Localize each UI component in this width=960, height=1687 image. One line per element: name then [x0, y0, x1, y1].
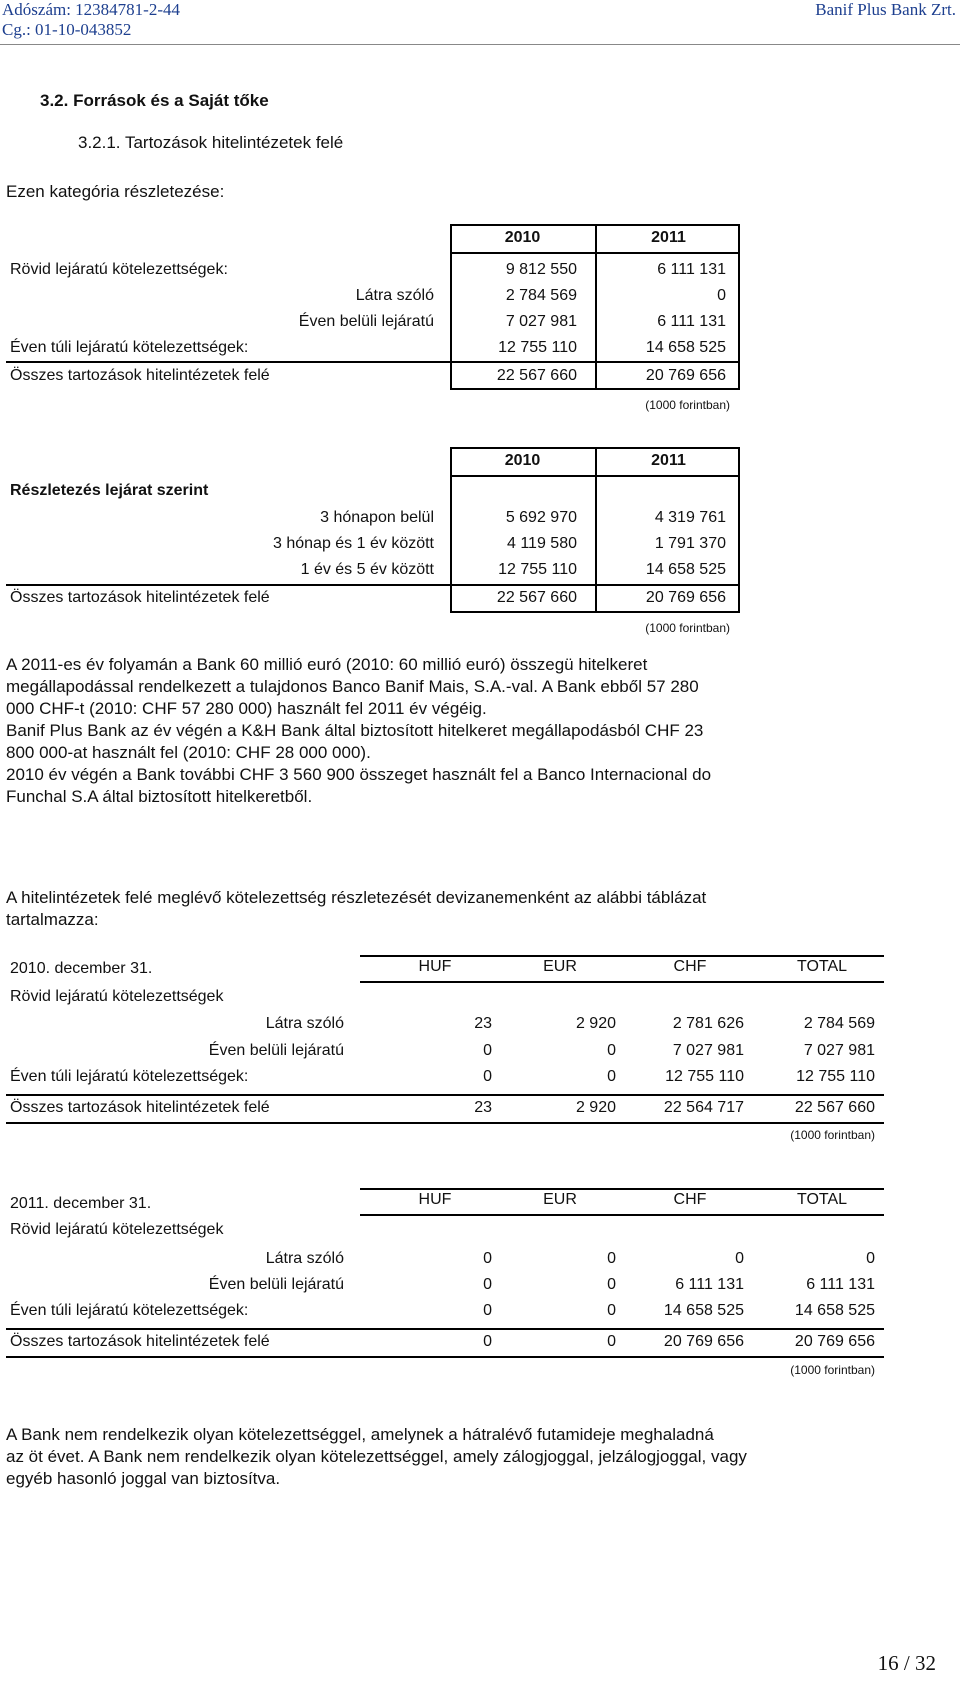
table4-cell: 6 111 131 — [675, 1276, 744, 1293]
table2-total-line — [6, 584, 740, 586]
table3-total-cell: 23 — [474, 1099, 492, 1116]
table3-cell: 2 781 626 — [672, 1015, 744, 1032]
table1-year-2011: 2011 — [651, 229, 686, 246]
table4-cell: 14 658 525 — [663, 1302, 744, 1319]
table2-total-label: Összes tartozások hitelintézetek felé — [10, 589, 270, 606]
table4-cell: 0 — [607, 1250, 616, 1267]
table4-col-eur: EUR — [543, 1191, 577, 1208]
table4-cell: 0 — [483, 1276, 492, 1293]
table3-unit-note: (1000 forintban) — [790, 1128, 875, 1142]
table2-year-2010: 2010 — [504, 452, 541, 469]
table1-total-label: Összes tartozások hitelintézetek felé — [10, 367, 270, 384]
paragraph-currency-intro — [6, 887, 872, 931]
table2-cell: 5 692 970 — [505, 509, 577, 526]
table1-row-label: Rövid lejáratú kötelezettségek: — [10, 261, 228, 278]
table4-top-line — [360, 1188, 884, 1190]
table4-total-bottom-line — [6, 1356, 884, 1358]
table2-unit-note: (1000 forintban) — [645, 621, 730, 635]
table3-row-label: Éven belüli lejáratú — [208, 1042, 344, 1059]
table1-row-label: Éven túli lejáratú kötelezettségek: — [10, 339, 249, 356]
table1-cell: 6 111 131 — [657, 261, 726, 278]
table4-cell: 0 — [483, 1250, 492, 1267]
table1-total-cell: 20 769 656 — [645, 367, 726, 384]
table1-cell: 0 — [717, 287, 726, 304]
table3-total-cell: 22 564 717 — [663, 1099, 744, 1116]
table1-row-label: Éven belüli lejáratú — [298, 313, 434, 330]
paragraph-line: 000 CHF-t (2010: CHF 57 280 000) használt fel 2011 év végéig. — [6, 699, 487, 718]
section-subtitle: 3.2.1. Tartozások hitelintézetek felé — [78, 133, 344, 152]
paragraph-line: tartalmazza: — [6, 910, 99, 929]
table3-row-label: Látra szóló — [265, 1015, 344, 1032]
paragraph-line: A hitelintézetek felé meglévő kötelezettség részletezését devizanemenként az alábbi táblázat — [6, 888, 707, 907]
table2-total-cell: 22 567 660 — [496, 589, 577, 606]
table4-section-label: Rövid lejáratú kötelezettségek — [10, 1221, 224, 1238]
table4-total-cell: 20 769 656 — [794, 1333, 875, 1350]
table1-cell: 12 755 110 — [498, 339, 577, 356]
table3-col-huf: HUF — [418, 958, 452, 975]
table3-col-chf: CHF — [673, 958, 707, 975]
table3-cell: 12 755 110 — [796, 1068, 875, 1085]
table4-cell: 14 658 525 — [794, 1302, 875, 1319]
table2-row-label: 1 év és 5 év között — [300, 561, 434, 578]
table3-cell: 0 — [607, 1042, 616, 1059]
table4-row-label: Éven belüli lejáratú — [208, 1276, 344, 1293]
table3-cell: 2 784 569 — [803, 1015, 875, 1032]
table4-row-label: Látra szóló — [265, 1250, 344, 1267]
table2-total-cell: 20 769 656 — [645, 589, 726, 606]
table3-cell: 0 — [607, 1068, 616, 1085]
table4-col-chf: CHF — [673, 1191, 707, 1208]
table4-total-cell: 0 — [483, 1333, 492, 1350]
paragraph-line: egyéb hasonló joggal van biztosítva. — [6, 1469, 281, 1488]
table4-col-total: TOTAL — [796, 1191, 848, 1208]
table2-cell: 4 119 580 — [507, 535, 577, 552]
paragraph-line: Banif Plus Bank az év végén a K&H Bank által biztosított hitelkeret megállapodásból CHF 23 — [6, 721, 704, 740]
header-divider — [0, 44, 960, 45]
table4-total-cell: 20 769 656 — [663, 1333, 744, 1350]
table4-unit-note: (1000 forintban) — [790, 1363, 875, 1377]
paragraph-line: 800 000-at használt fel (2010: CHF 28 000 000). — [6, 743, 371, 762]
table4-total-cell: 0 — [607, 1333, 616, 1350]
paragraph-line: Funchal S.A által biztosított hitelkeretből. — [6, 787, 313, 806]
table3-cell: 7 027 981 — [803, 1042, 875, 1059]
table3-cell: 12 755 110 — [665, 1068, 744, 1085]
table3-top-line — [360, 955, 884, 957]
table3-row-label: Éven túli lejáratú kötelezettségek: — [10, 1068, 249, 1085]
table2-cell: 12 755 110 — [498, 561, 577, 578]
table2-row-label: 3 hónap és 1 év között — [273, 535, 434, 552]
table4-cell: 6 111 131 — [806, 1276, 875, 1293]
paragraph-line: A Bank nem rendelkezik olyan kötelezettséggel, amelynek a hátralévő futamideje meghaladná — [6, 1425, 714, 1444]
bank-name: Banif Plus Bank Zrt. — [815, 0, 956, 19]
table1-cell: 6 111 131 — [657, 313, 726, 330]
table4-row-label: Éven túli lejáratú kötelezettségek: — [10, 1302, 249, 1319]
table2-cell: 4 319 761 — [654, 509, 726, 526]
table1-total-line — [6, 361, 740, 363]
table2-cell: 14 658 525 — [645, 561, 726, 578]
paragraph-credit-lines — [6, 654, 872, 808]
paragraph-maturity-note — [6, 1424, 872, 1490]
table3-col-total: TOTAL — [796, 958, 848, 975]
table4-total-label: Összes tartozások hitelintézetek felé — [10, 1333, 270, 1350]
table1-cell: 2 784 569 — [505, 287, 577, 304]
table4-cell: 0 — [735, 1250, 744, 1267]
tax-id: Adószám: 12384781-2-44 — [2, 0, 181, 19]
section-title: 3.2. Források és a Saját tőke — [40, 91, 269, 110]
table4-cell: 0 — [607, 1276, 616, 1293]
registration-number: Cg.: 01-10-043852 — [2, 20, 132, 39]
paragraph-line: megállapodással rendelkezett a tulajdonos Banco Banif Mais, S.A.-val. A Bank ebből 57 280 — [6, 677, 699, 696]
table4-total-top-line — [6, 1328, 884, 1330]
table1-year-2010: 2010 — [504, 229, 541, 246]
table1-cell: 14 658 525 — [645, 339, 726, 356]
table3-total-label: Összes tartozások hitelintézetek felé — [10, 1099, 270, 1116]
table4-col-huf: HUF — [418, 1191, 452, 1208]
page-number: 16 / 32 — [877, 1651, 936, 1675]
table2-heading: Részletezés lejárat szerint — [10, 482, 209, 499]
table2-row-label: 3 hónapon belül — [320, 509, 434, 526]
table3-date: 2010. december 31. — [10, 960, 153, 977]
table3-total-bottom-line — [6, 1122, 884, 1124]
table3-header-line — [360, 981, 884, 983]
table3-total-top-line — [6, 1094, 884, 1096]
table4-header-line — [360, 1214, 884, 1216]
paragraph-line: 2010 év végén a Bank további CHF 3 560 900 összeget használt fel a Banco Internacional do — [6, 765, 712, 784]
table4-cell: 0 — [483, 1302, 492, 1319]
table2-year-2011: 2011 — [651, 452, 686, 469]
table3-total-cell: 2 920 — [575, 1099, 616, 1116]
table3-cell: 2 920 — [575, 1015, 616, 1032]
section-intro: Ezen kategória részletezése: — [6, 182, 225, 201]
table3-cell: 0 — [483, 1068, 492, 1085]
table4-cell: 0 — [607, 1302, 616, 1319]
table4-date: 2011. december 31. — [10, 1195, 152, 1212]
table3-col-eur: EUR — [543, 958, 577, 975]
table1-cell: 7 027 981 — [505, 313, 577, 330]
paragraph-line: az öt évet. A Bank nem rendelkezik olyan kötelezettséggel, amely zálogjoggal, jelzálogjoggal, vagy — [6, 1447, 747, 1466]
table3-cell: 7 027 981 — [672, 1042, 744, 1059]
table3-total-cell: 22 567 660 — [794, 1099, 875, 1116]
table2-cell: 1 791 370 — [654, 535, 726, 552]
table1-unit-note: (1000 forintban) — [645, 398, 730, 412]
table1-col-divider — [595, 224, 597, 390]
table4-cell: 0 — [866, 1250, 875, 1267]
table3-cell: 23 — [474, 1015, 492, 1032]
paragraph-line: A 2011-es év folyamán a Bank 60 millió euró (2010: 60 millió euró) összegü hitelkeret — [6, 655, 648, 674]
table3-cell: 0 — [483, 1042, 492, 1059]
table3-section-label: Rövid lejáratú kötelezettségek — [10, 988, 224, 1005]
table1-cell: 9 812 550 — [505, 261, 577, 278]
table1-total-cell: 22 567 660 — [496, 367, 577, 384]
table1-row-label: Látra szóló — [355, 287, 434, 304]
